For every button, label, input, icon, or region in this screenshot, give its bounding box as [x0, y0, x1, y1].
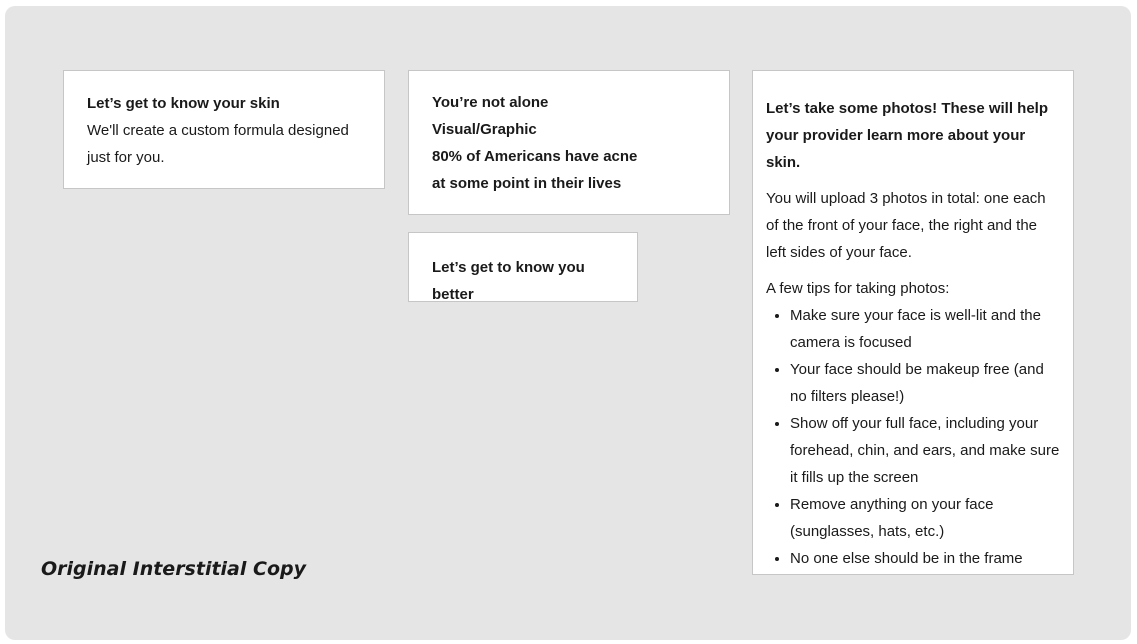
card-intro: You will upload 3 photos in total: one each of the front of your face, the right and the left sides of your face. — [766, 190, 1046, 261]
card-line: Visual/Graphic — [432, 121, 537, 138]
card-body: We'll create a custom formula designed just for you. — [87, 122, 349, 166]
card-heading: Let’s take some photos! These will help your provider learn more about your skin. — [766, 100, 1049, 171]
card-know-your-skin — [63, 70, 385, 189]
tip-item: • No one else should be in the frame — [790, 545, 1061, 572]
card-line: at some point in their lives — [432, 175, 622, 192]
tip-item: • Show off your full face, including your forehead, chin, and ears, and make sure it fills up the screen — [790, 410, 1061, 491]
tips-list — [766, 302, 1061, 572]
tip-item: • Make sure your face is well-lit and the camera is focused — [790, 302, 1061, 356]
card-not-alone — [408, 70, 730, 215]
tips-label: A few tips for taking photos: — [766, 280, 950, 297]
card-heading: Let’s get to know you better — [432, 259, 585, 303]
tip-item: • Remove anything on your face (sunglasses, hats, etc.) — [790, 491, 1061, 545]
card-heading: Let’s get to know your skin — [87, 95, 280, 112]
card-take-photos — [752, 70, 1074, 575]
canvas-board — [5, 6, 1131, 640]
card-know-you-better — [408, 232, 638, 302]
board-caption: Original Interstitial Copy — [41, 558, 306, 580]
tip-item: • Your face should be makeup free (and no filters please!) — [790, 356, 1061, 410]
card-line: You’re not alone — [432, 94, 549, 111]
card-line: 80% of Americans have acne — [432, 148, 638, 165]
